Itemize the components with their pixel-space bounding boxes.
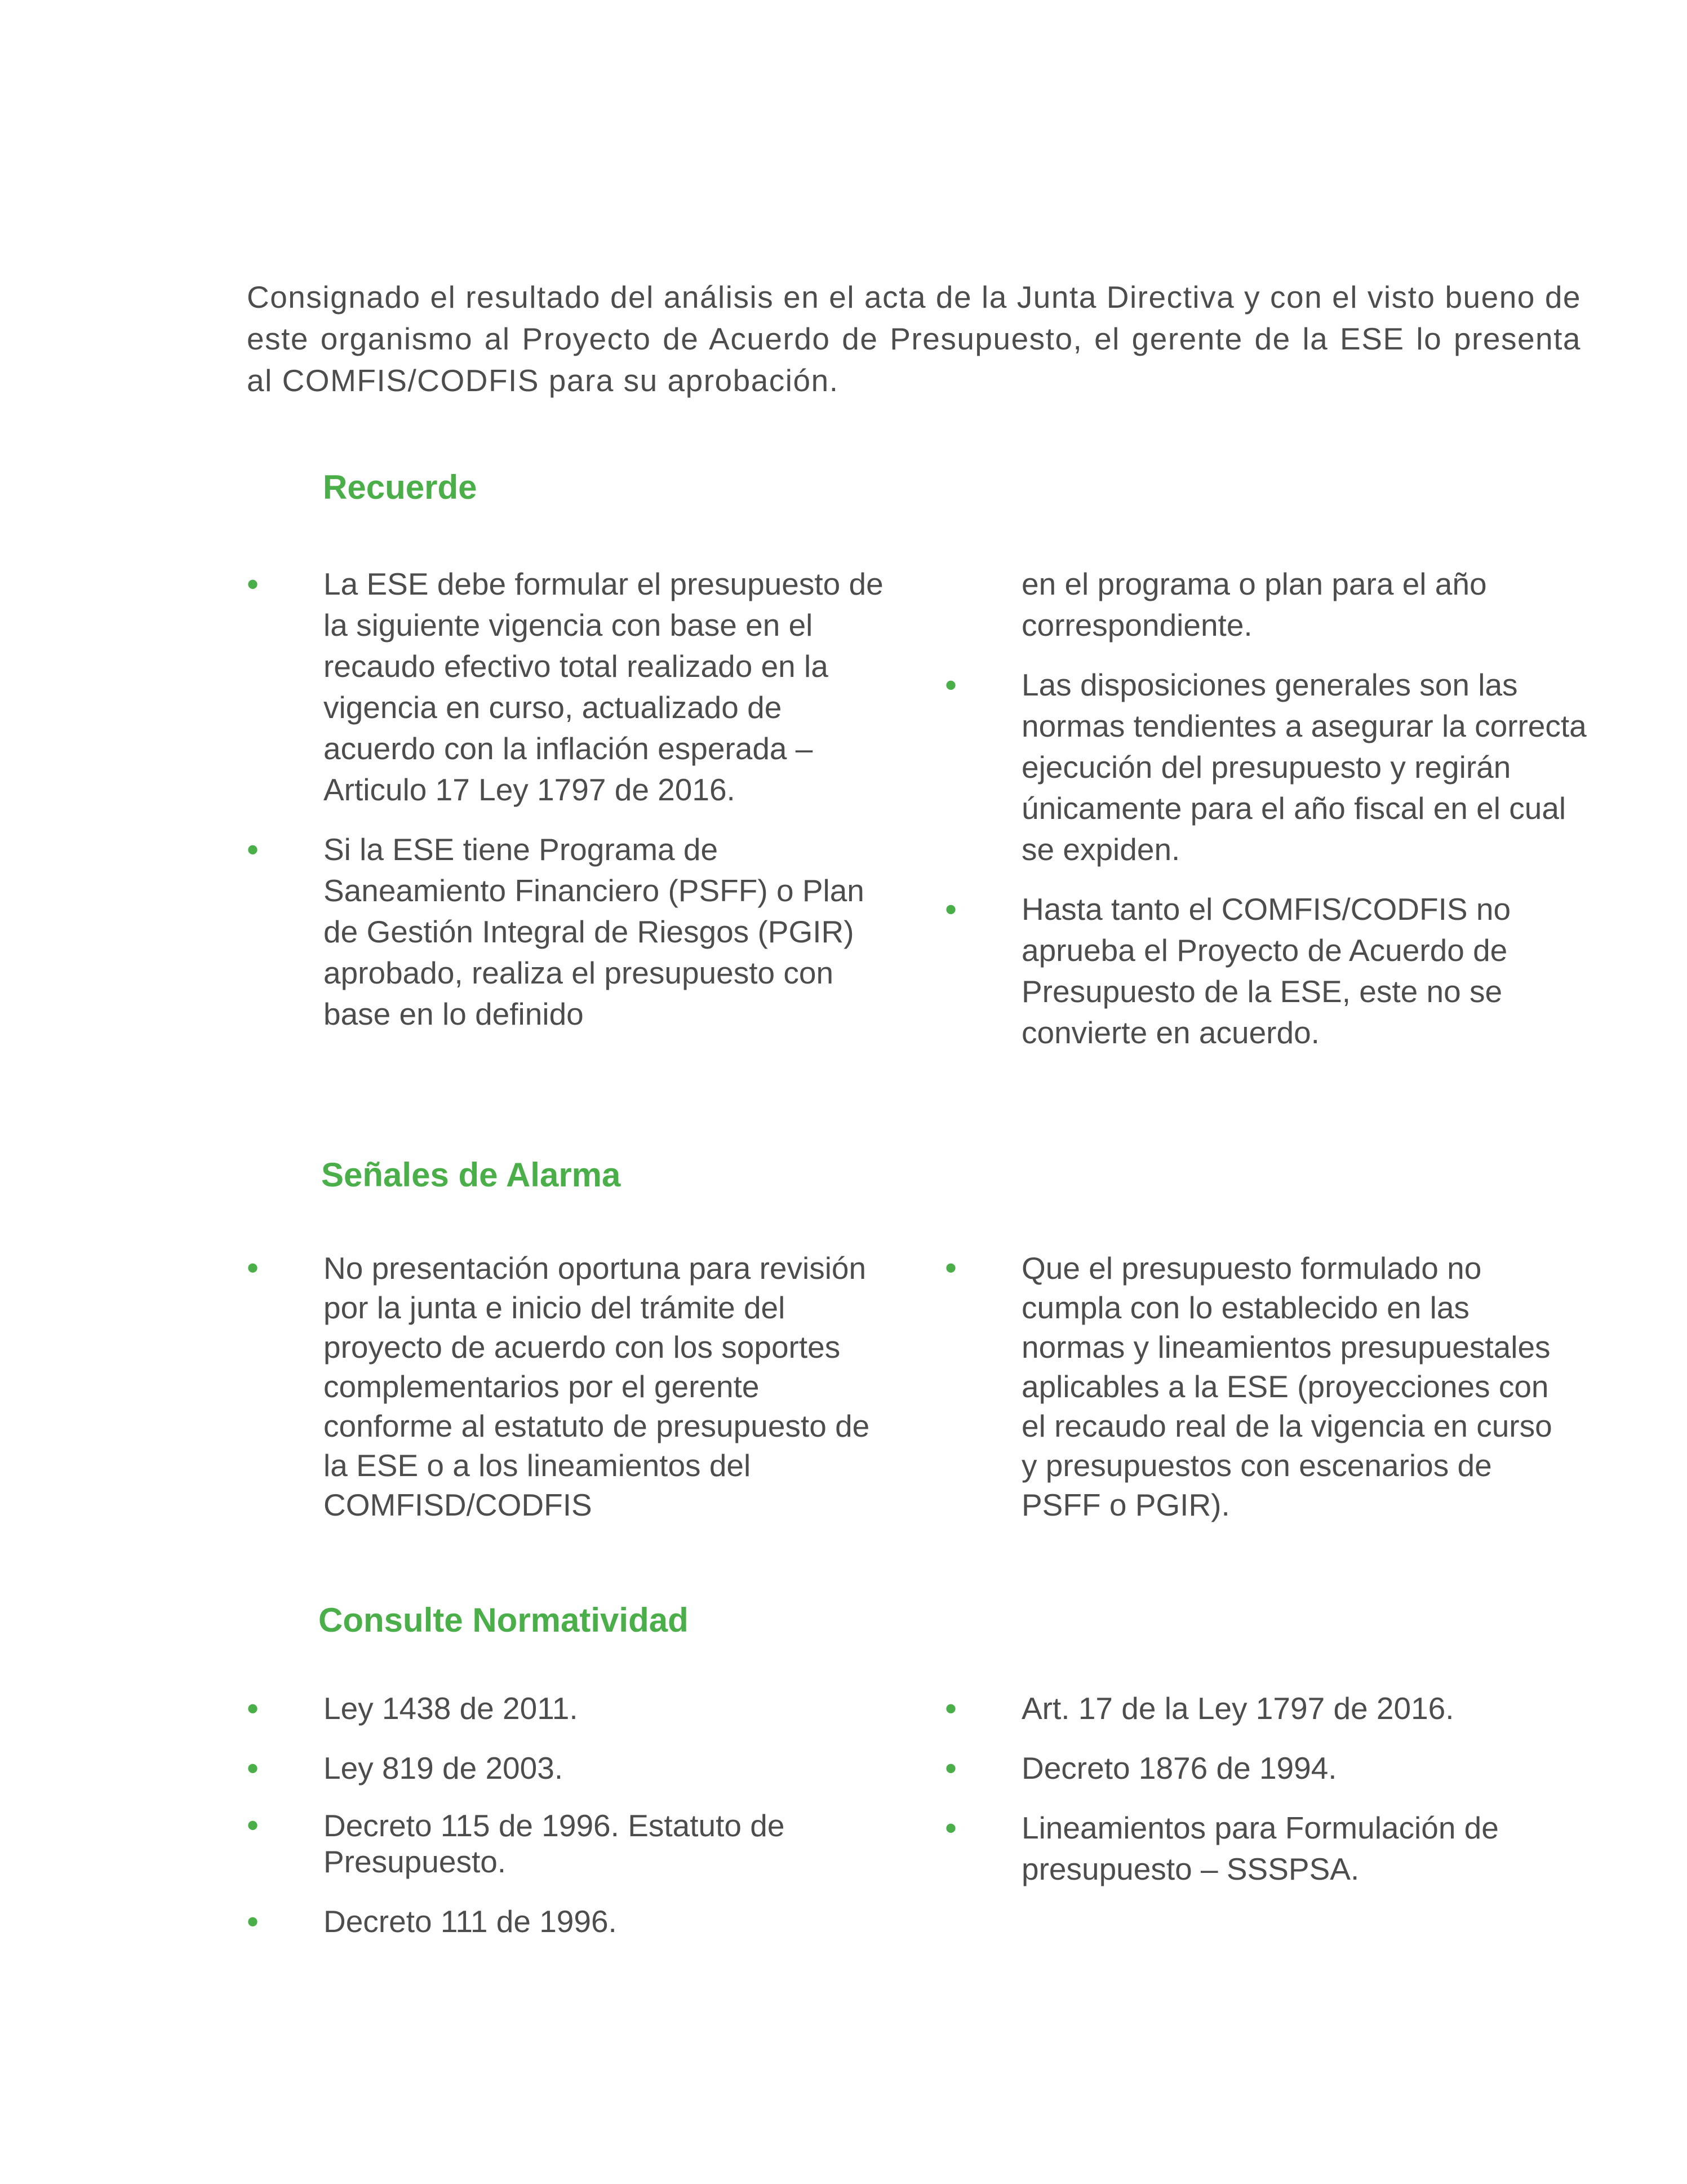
list-item [247,564,900,810]
list-item-text: Art. 17 de la Ley 1797 de 2016. [1022,1691,1454,1726]
bullet-icon: • [945,1809,957,1847]
bullet-icon: • [945,1690,957,1727]
bullet-icon: • [247,1249,259,1287]
section-title-alarma: Señales de Alarma [321,1156,621,1194]
list-item [945,889,1599,1053]
list-item-text: Decreto 115 de 1996. Estatuto de Presupuesto. [323,1808,785,1879]
list-item-text: Ley 1438 de 2011. [323,1691,578,1726]
alarma-left-list [247,1248,872,1525]
list-item [945,664,1599,870]
list-item-text: Hasta tanto el COMFIS/CODFIS no aprueba el Proyecto de Acuerdo de Presupuesto de la ESE, este no se convierte en acuerdo. [1022,892,1511,1050]
list-item [247,829,900,1035]
list-item-text: Las disposiciones generales son las normas tendientes a asegurar la correcta ejecución del presupuesto y regirán únicamente para el año fiscal en el cual se expiden. [1022,667,1587,867]
list-item-continuation [945,564,1599,646]
list-item-text: Decreto 111 de 1996. [323,1904,617,1939]
alarma-right-list [945,1248,1570,1525]
list-item [945,1688,1599,1729]
bullet-icon: • [247,1690,259,1727]
bullet-icon: • [247,831,259,869]
bullet-icon: • [247,565,259,603]
intro-paragraph: Consignado el resultado del análisis en el acta de la Junta Directiva y con el visto bueno de este organismo al Proyecto de Acuerdo de Presupuesto, el gerente de la ESE lo presenta al COMFIS/CODFIS para su aprobación. [247,280,1581,398]
recuerde-left-list [247,564,900,1035]
list-item-text: en el programa o plan para el año correspondiente. [1022,566,1487,643]
list-item [247,1808,895,1880]
bullet-icon: • [247,1806,259,1844]
list-item-text: Ley 819 de 2003. [323,1751,563,1786]
bullet-icon: • [247,1903,259,1941]
list-item [247,1688,895,1729]
list-item [247,1901,895,1942]
list-item [247,1748,895,1789]
list-item-text: Lineamientos para Formulación de presupuesto – SSSPSA. [1022,1810,1499,1886]
section-title-recuerde: Recuerde [323,468,477,506]
bullet-icon: • [247,1749,259,1787]
bullet-icon: • [945,1749,957,1787]
list-item-text: Que el presupuesto formulado no cumpla con lo establecido en las normas y lineamientos presupuestales aplicables a la ESE (proyecciones con el recaudo real de la vigencia en curso y presupuestos con escenarios de PSFF o PGIR). [1022,1251,1552,1522]
list-item-text: Si la ESE tiene Programa de Saneamiento Financiero (PSFF) o Plan de Gestión Integral de Riesgos (PGIR) aprobado, realiza el presupuesto con base en lo definido [323,832,864,1031]
list-item [945,1248,1570,1525]
list-item [945,1808,1599,1890]
section-title-normatividad: Consulte Normatividad [318,1601,689,1639]
normatividad-right-list [945,1688,1599,1890]
list-item-text: Decreto 1876 de 1994. [1022,1751,1337,1786]
bullet-icon: • [945,1249,957,1287]
list-item [945,1748,1599,1789]
normatividad-left-list [247,1688,895,1942]
bullet-icon: • [945,891,957,928]
list-item [247,1248,872,1525]
recuerde-right-list [945,564,1599,1053]
list-item-text: La ESE debe formular el presupuesto de la siguiente vigencia con base en el recaudo efectivo total realizado en la vigencia en curso, actualizado de acuerdo con la inflación esperada – Articulo 17 Ley 1797 de 2016. [323,566,884,807]
bullet-icon: • [945,666,957,704]
list-item-text: No presentación oportuna para revisión por la junta e inicio del trámite del proyecto de acuerdo con los soportes complementarios por el gerente conforme al estatuto de presupuesto de la ESE o a los lineamientos del COMFISD/CODFIS [323,1251,870,1522]
